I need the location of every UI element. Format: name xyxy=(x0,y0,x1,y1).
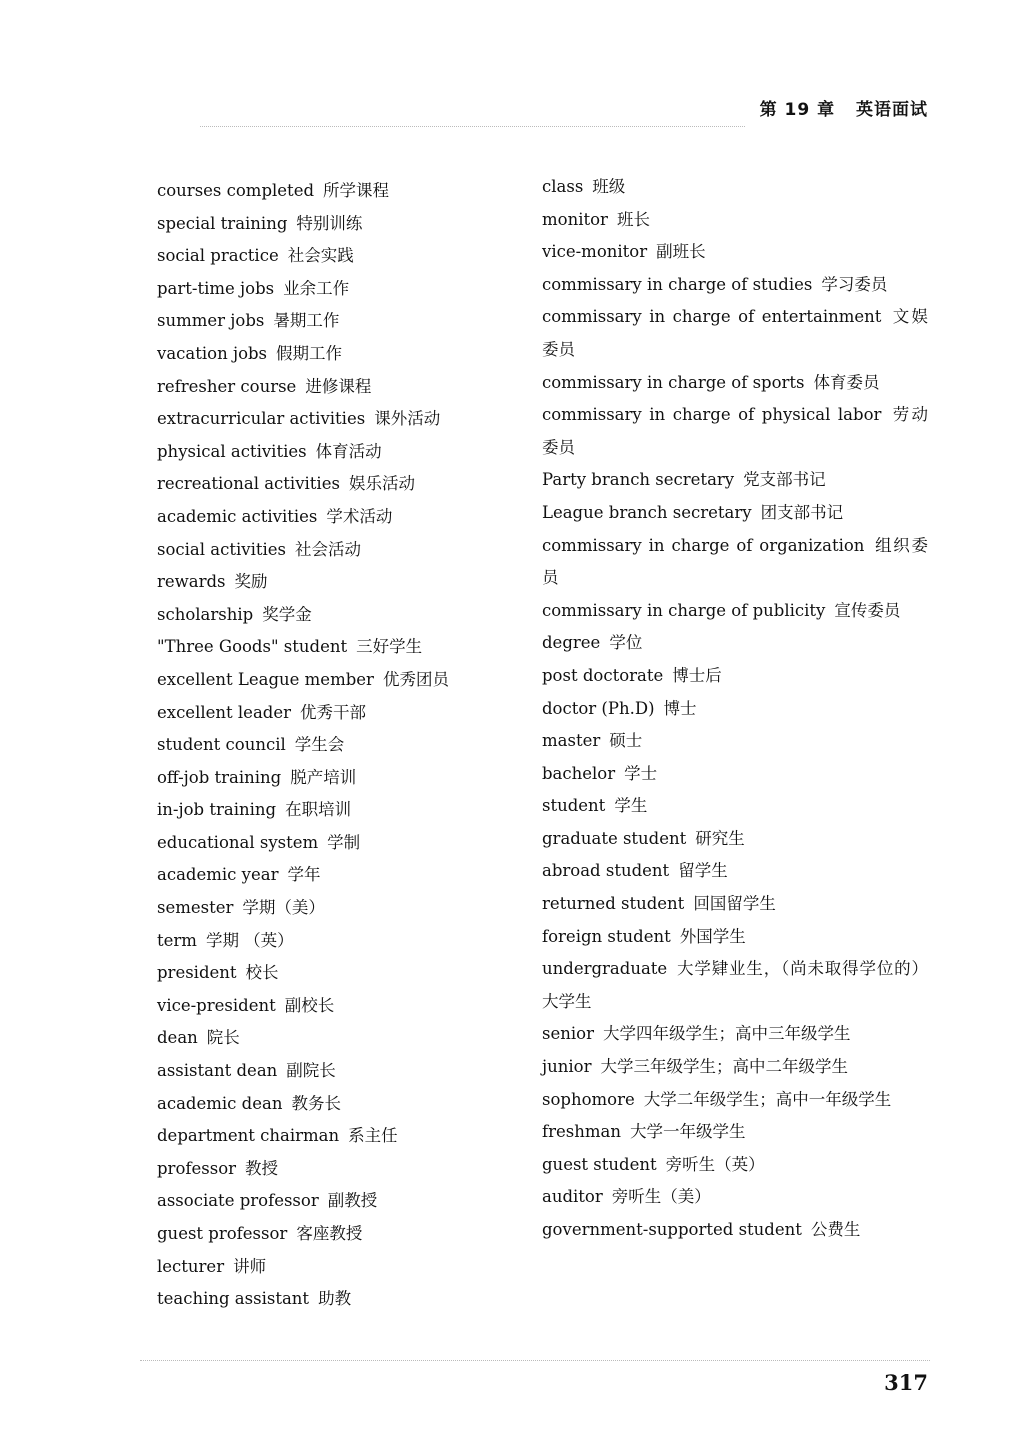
english-term: guest student xyxy=(542,1154,657,1174)
english-term: abroad student xyxy=(542,861,670,881)
glossary-entry xyxy=(157,403,517,436)
english-term: commissary in charge of publicity xyxy=(542,600,826,620)
glossary-entry xyxy=(157,827,517,860)
chinese-translation: 课外活动 xyxy=(374,409,441,429)
english-term: government-supported student xyxy=(542,1220,802,1239)
chapter-number: 第 19 章 xyxy=(759,100,836,120)
chinese-translation: 学术活动 xyxy=(326,506,393,526)
glossary-entry xyxy=(542,171,928,204)
chinese-translation: 学生 xyxy=(614,796,648,816)
glossary-entry xyxy=(542,693,928,726)
chinese-translation: 大学肄业生，（尚未取得学位的）大学生 xyxy=(542,959,928,1011)
glossary-entry xyxy=(542,921,928,954)
english-term: academic year xyxy=(157,865,279,885)
english-term: summer jobs xyxy=(157,311,265,331)
glossary-entry xyxy=(157,859,517,892)
chinese-translation: 暑期工作 xyxy=(273,311,340,331)
english-term: monitor xyxy=(542,209,608,229)
glossary-entry xyxy=(542,953,928,1018)
chinese-translation: 学制 xyxy=(327,832,361,852)
english-term: senior xyxy=(542,1024,594,1044)
glossary-entry xyxy=(542,497,928,530)
chinese-translation: 公费生 xyxy=(810,1220,861,1239)
english-term: Party branch secretary xyxy=(542,470,735,490)
glossary-entry xyxy=(542,236,928,269)
english-term: teaching assistant xyxy=(157,1289,310,1309)
chinese-translation: 组织委员 xyxy=(542,535,928,588)
english-term: special training xyxy=(157,213,288,233)
glossary-entry xyxy=(542,399,928,464)
english-term: master xyxy=(542,731,601,751)
glossary-entry xyxy=(542,595,928,628)
glossary-entry xyxy=(542,1116,928,1149)
glossary-entry xyxy=(542,301,928,366)
english-term: excellent leader xyxy=(157,702,291,722)
english-term: freshman xyxy=(542,1122,621,1142)
glossary-entry xyxy=(157,1153,517,1186)
glossary-entry xyxy=(157,1088,517,1121)
chinese-translation: 假期工作 xyxy=(276,343,343,363)
glossary-entry xyxy=(542,367,928,400)
chapter-title: 英语面试 xyxy=(856,100,928,120)
chinese-translation: 学期（美） xyxy=(242,898,325,918)
english-term: commissary in charge of studies xyxy=(542,274,813,294)
english-term: doctor (Ph.D) xyxy=(542,698,655,718)
chinese-translation: 奖学金 xyxy=(262,604,312,624)
chinese-translation: 体育委员 xyxy=(813,372,880,392)
chinese-translation: 大学一年级学生 xyxy=(629,1122,746,1142)
english-term: undergraduate xyxy=(542,959,668,979)
chinese-translation: 文娱委员 xyxy=(542,307,928,359)
glossary-entry xyxy=(157,175,517,208)
english-term: assistant dean xyxy=(157,1061,278,1081)
chinese-translation: 回国留学生 xyxy=(693,894,776,914)
english-term: scholarship xyxy=(157,604,254,624)
glossary-entry xyxy=(157,305,517,338)
glossary-entry xyxy=(157,566,517,599)
header-divider xyxy=(200,126,745,129)
chinese-translation: 在职培训 xyxy=(285,800,352,820)
glossary-entry xyxy=(542,1018,928,1051)
chinese-translation: 博士后 xyxy=(672,665,722,685)
english-term: vacation jobs xyxy=(157,343,268,363)
glossary-entry xyxy=(157,925,517,958)
glossary-entry xyxy=(542,1214,928,1247)
english-term: part-time jobs xyxy=(157,278,275,298)
page-number: 317 xyxy=(884,1370,928,1395)
chinese-translation: 大学二年级学生；高中一年级学生 xyxy=(643,1089,892,1109)
chinese-translation: 副院长 xyxy=(286,1061,336,1081)
chinese-translation: 三好学生 xyxy=(356,637,423,657)
english-term: president xyxy=(157,963,237,983)
chinese-translation: 讲师 xyxy=(233,1256,267,1276)
english-term: graduate student xyxy=(542,828,687,848)
english-term: extracurricular activities xyxy=(157,409,366,429)
chinese-translation: 副班长 xyxy=(656,242,706,262)
glossary-entry xyxy=(157,1251,517,1284)
glossary-entry xyxy=(157,1218,517,1251)
english-term: in-job training xyxy=(157,800,277,820)
english-term: League branch secretary xyxy=(542,502,752,522)
english-term: commissary in charge of entertainment xyxy=(542,307,882,327)
chinese-translation: 副教授 xyxy=(327,1191,378,1211)
chinese-translation: 脱产培训 xyxy=(290,767,357,787)
chinese-translation: 教授 xyxy=(245,1158,279,1178)
english-term: refresher course xyxy=(157,376,297,396)
english-term: off-job training xyxy=(157,767,282,787)
glossary-entry xyxy=(542,1051,928,1084)
english-term: guest professor xyxy=(157,1224,288,1243)
glossary-entry xyxy=(157,534,517,567)
english-term: commissary in charge of physical labor xyxy=(542,405,882,425)
english-term: sophomore xyxy=(542,1089,635,1109)
chinese-translation: 旁听生（美） xyxy=(611,1187,711,1207)
chinese-translation: 社会实践 xyxy=(287,246,354,266)
chinese-translation: 博士 xyxy=(663,698,697,718)
english-term: semester xyxy=(157,898,234,918)
english-term: commissary in charge of organization xyxy=(542,535,865,555)
english-term: student council xyxy=(157,735,286,755)
glossary-entry xyxy=(157,1185,517,1218)
footer-divider xyxy=(140,1360,930,1363)
chinese-translation: 校长 xyxy=(245,963,279,983)
glossary-entry xyxy=(157,436,517,469)
english-term: student xyxy=(542,796,606,816)
english-term: associate professor xyxy=(157,1191,319,1211)
chinese-translation: 学期 （英） xyxy=(205,930,294,950)
chinese-translation: 副校长 xyxy=(284,995,335,1015)
chinese-translation: 学习委员 xyxy=(821,274,888,294)
english-term: social activities xyxy=(157,539,287,559)
chinese-translation: 大学四年级学生；高中三年级学生 xyxy=(602,1024,851,1044)
english-term: commissary in charge of sports xyxy=(542,372,805,392)
chinese-translation: 党支部书记 xyxy=(743,470,826,490)
glossary-entry xyxy=(542,464,928,497)
chinese-translation: 优秀干部 xyxy=(300,702,366,722)
english-term: returned student xyxy=(542,894,685,914)
glossary-entry xyxy=(542,530,928,595)
english-term: "Three Goods" student xyxy=(157,637,348,657)
chinese-translation: 学位 xyxy=(609,633,643,653)
chinese-translation: 优秀团员 xyxy=(382,669,449,689)
chinese-translation: 研究生 xyxy=(695,828,745,848)
chinese-translation: 业余工作 xyxy=(283,278,350,298)
chinese-translation: 娱乐活动 xyxy=(348,474,415,494)
english-term: excellent League member xyxy=(157,669,374,689)
glossary-entry xyxy=(157,599,517,632)
glossary-entry xyxy=(157,631,517,664)
running-header xyxy=(760,95,928,120)
left-column-glossary xyxy=(157,175,517,1316)
english-term: courses completed xyxy=(157,181,315,200)
glossary-entry xyxy=(157,957,517,990)
chinese-translation: 班级 xyxy=(592,177,626,196)
english-term: social practice xyxy=(157,246,279,266)
chinese-translation: 奖励 xyxy=(234,572,268,592)
english-term: bachelor xyxy=(542,763,616,783)
chinese-translation: 学士 xyxy=(624,763,658,783)
glossary-entry xyxy=(157,762,517,795)
glossary-entry xyxy=(157,697,517,730)
english-term: post doctorate xyxy=(542,665,664,685)
glossary-entry xyxy=(542,660,928,693)
chinese-translation: 班长 xyxy=(616,209,650,229)
chinese-translation: 宣传委员 xyxy=(834,600,901,620)
chinese-translation: 留学生 xyxy=(678,861,728,881)
glossary-entry xyxy=(542,627,928,660)
glossary-entry xyxy=(542,1181,928,1214)
chinese-translation: 进修课程 xyxy=(305,376,372,396)
glossary-entry xyxy=(157,273,517,306)
chinese-translation: 特别训练 xyxy=(296,213,363,233)
chinese-translation: 院长 xyxy=(206,1028,240,1048)
glossary-entry xyxy=(157,1055,517,1088)
chinese-translation: 助教 xyxy=(318,1289,352,1309)
english-term: vice-monitor xyxy=(542,242,648,262)
glossary-entry xyxy=(157,338,517,371)
glossary-entry xyxy=(157,729,517,762)
glossary-entry xyxy=(542,888,928,921)
english-term: auditor xyxy=(542,1187,603,1207)
chinese-translation: 大学三年级学生；高中二年级学生 xyxy=(600,1057,848,1077)
english-term: department chairman xyxy=(157,1126,340,1146)
glossary-entry xyxy=(157,892,517,925)
glossary-entry xyxy=(157,208,517,241)
glossary-entry xyxy=(542,790,928,823)
glossary-entry xyxy=(542,855,928,888)
english-term: physical activities xyxy=(157,441,307,461)
chinese-translation: 教务长 xyxy=(291,1093,341,1113)
glossary-entry xyxy=(542,758,928,791)
chinese-translation: 劳动委员 xyxy=(542,405,928,457)
glossary-entry xyxy=(157,1022,517,1055)
chinese-translation: 旁听生（英） xyxy=(665,1154,765,1174)
english-term: dean xyxy=(157,1028,198,1048)
english-term: foreign student xyxy=(542,926,671,946)
right-column-glossary xyxy=(542,171,928,1247)
glossary-entry xyxy=(542,725,928,758)
chinese-translation: 社会活动 xyxy=(295,539,362,559)
glossary-entry xyxy=(542,204,928,237)
glossary-entry xyxy=(157,794,517,827)
chinese-translation: 客座教授 xyxy=(296,1224,363,1243)
english-term: academic dean xyxy=(157,1093,283,1113)
glossary-entry xyxy=(542,823,928,856)
english-term: professor xyxy=(157,1158,237,1178)
glossary-entry xyxy=(157,501,517,534)
glossary-entry xyxy=(157,240,517,273)
english-term: lecturer xyxy=(157,1256,225,1276)
glossary-entry xyxy=(542,269,928,302)
english-term: vice-president xyxy=(157,995,276,1015)
english-term: academic activities xyxy=(157,506,318,526)
english-term: junior xyxy=(542,1057,592,1077)
chinese-translation: 所学课程 xyxy=(323,181,390,200)
chinese-translation: 学生会 xyxy=(294,735,345,755)
chinese-translation: 外国学生 xyxy=(679,926,746,946)
chinese-translation: 硕士 xyxy=(609,731,643,751)
glossary-entry xyxy=(157,371,517,404)
glossary-entry xyxy=(157,468,517,501)
glossary-entry xyxy=(542,1084,928,1117)
english-term: class xyxy=(542,177,584,196)
english-term: recreational activities xyxy=(157,474,340,494)
chinese-translation: 学年 xyxy=(287,865,321,885)
chinese-translation: 体育活动 xyxy=(315,441,382,461)
glossary-entry xyxy=(157,1120,517,1153)
chinese-translation: 系主任 xyxy=(348,1126,398,1146)
glossary-entry xyxy=(542,1149,928,1182)
english-term: educational system xyxy=(157,832,319,852)
chinese-translation: 团支部书记 xyxy=(760,502,844,522)
glossary-entry xyxy=(157,664,517,697)
english-term: rewards xyxy=(157,572,226,592)
glossary-entry xyxy=(157,990,517,1023)
glossary-entry xyxy=(157,1283,517,1316)
english-term: degree xyxy=(542,633,601,653)
english-term: term xyxy=(157,930,197,950)
